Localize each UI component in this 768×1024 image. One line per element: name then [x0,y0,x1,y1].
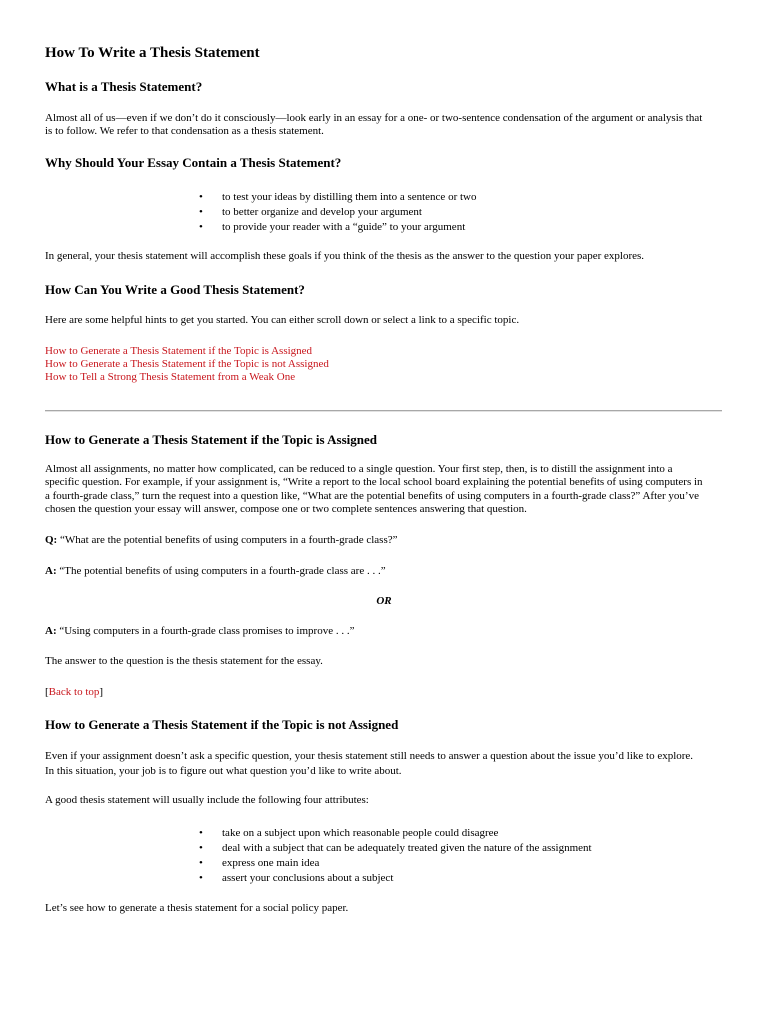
bullet-icon [199,871,222,886]
question-label: Q: [45,534,58,546]
list-item [199,871,592,886]
answer-example-2 [45,625,354,638]
bullet-icon [199,856,222,871]
horizontal-divider [45,410,722,412]
page-title: How To Write a Thesis Statement [45,45,260,61]
bullet-icon [199,205,222,220]
list-item-text: take on a subject upon which reasonable people could disagree [222,827,499,839]
question-example [45,534,398,547]
paragraph-line: Even if your assignment doesn’t ask a specific question, your thesis statement still needs to answer a question about the issue you’d like to explore. [45,750,694,762]
list-item-text: to provide your reader with a “guide” to your argument [222,221,466,233]
paragraph-how-intro: Here are some helpful hints to get you started. You can either scroll down or select a link to a specific topic. [45,314,520,326]
answer-example-1 [45,565,386,578]
link-strong-vs-weak[interactable]: How to Tell a Strong Thesis Statement from a Weak One [45,371,296,383]
heading-topic-not-assigned: How to Generate a Thesis Statement if the Topic is not Assigned [45,717,399,732]
bullet-list-attributes [199,826,592,886]
paragraph-line: specific question. For example, if your assignment is, “Write a report to the local school board explaining the potential benefits of using computers in [45,476,703,489]
bullet-icon [199,190,222,205]
list-item [199,826,592,841]
answer-text: “Using computers in a fourth-grade class promises to improve . . .” [59,625,355,637]
heading-what-is-thesis: What is a Thesis Statement? [45,79,203,94]
list-item-text: deal with a subject that can be adequately treated given the nature of the assignment [222,842,592,854]
bullet-icon [199,220,222,235]
list-item [199,205,476,220]
answer-text: “The potential benefits of using computers in a fourth-grade class are . . .” [59,565,386,577]
list-item [199,841,592,856]
list-item [199,220,476,235]
heading-why-thesis: Why Should Your Essay Contain a Thesis Statement? [45,155,342,170]
paragraph-line: is to follow. We refer to that condensation as a thesis statement. [45,125,324,137]
paragraph-line: Almost all of us—even if we don’t do it consciously—look early in an essay for a one- or two-sentence condensation of the argument or analysis that [45,112,703,124]
or-separator: OR [376,595,392,607]
bullet-icon [199,826,222,841]
heading-how-write: How Can You Write a Good Thesis Statement? [45,282,305,297]
paragraph-what-is-thesis [45,112,702,138]
list-item-text: to test your ideas by distilling them into a sentence or two [222,191,477,203]
list-item-text: assert your conclusions about a subject [222,872,394,884]
heading-topic-assigned: How to Generate a Thesis Statement if the Topic is Assigned [45,432,377,447]
list-item [199,856,592,871]
link-topic-assigned[interactable]: How to Generate a Thesis Statement if the Topic is Assigned [45,345,313,357]
topic-links [45,345,329,384]
paragraph-line: Almost all assignments, no matter how complicated, can be reduced to a single question. Your first step, then, is to distill the assignment into a [45,463,673,475]
list-item-text: to better organize and develop your argument [222,206,422,218]
bullet-list-why [199,190,476,235]
paragraph-topic-assigned [45,463,703,517]
back-to-top-link[interactable]: Back to top [48,686,100,698]
bracket-close: ] [99,686,104,698]
paragraph-line: a fourth-grade class,” turn the request into a question like, “What are the potential benefits of using computers in a fourth-grade class?” After you’ve [45,489,699,502]
list-item-text: express one main idea [222,857,320,869]
bullet-icon [199,841,222,856]
list-item [199,190,476,205]
paragraph-line: chosen the question your essay will answer, compose one or two complete sentences answering that question. [45,503,527,516]
bracket-open: [ [45,686,49,698]
question-text: “What are the potential benefits of using computers in a fourth-grade class?” [59,534,398,546]
link-topic-not-assigned[interactable]: How to Generate a Thesis Statement if the Topic is not Assigned [45,358,329,370]
paragraph-topic-not-assigned [45,749,693,779]
paragraph-assigned-conclusion: The answer to the question is the thesis statement for the essay. [45,655,323,667]
answer-label: A: [45,625,57,637]
paragraph-why-summary: In general, your thesis statement will accomplish these goals if you think of the thesis as the answer to the question your paper explores. [45,250,645,262]
paragraph-line: In this situation, your job is to figure out what question you’d like to write about. [45,765,402,777]
answer-label: A: [45,565,57,577]
paragraph-attributes-intro: A good thesis statement will usually include the following four attributes: [45,794,369,806]
back-to-top [45,686,103,699]
paragraph-closing: Let’s see how to generate a thesis statement for a social policy paper. [45,902,349,914]
